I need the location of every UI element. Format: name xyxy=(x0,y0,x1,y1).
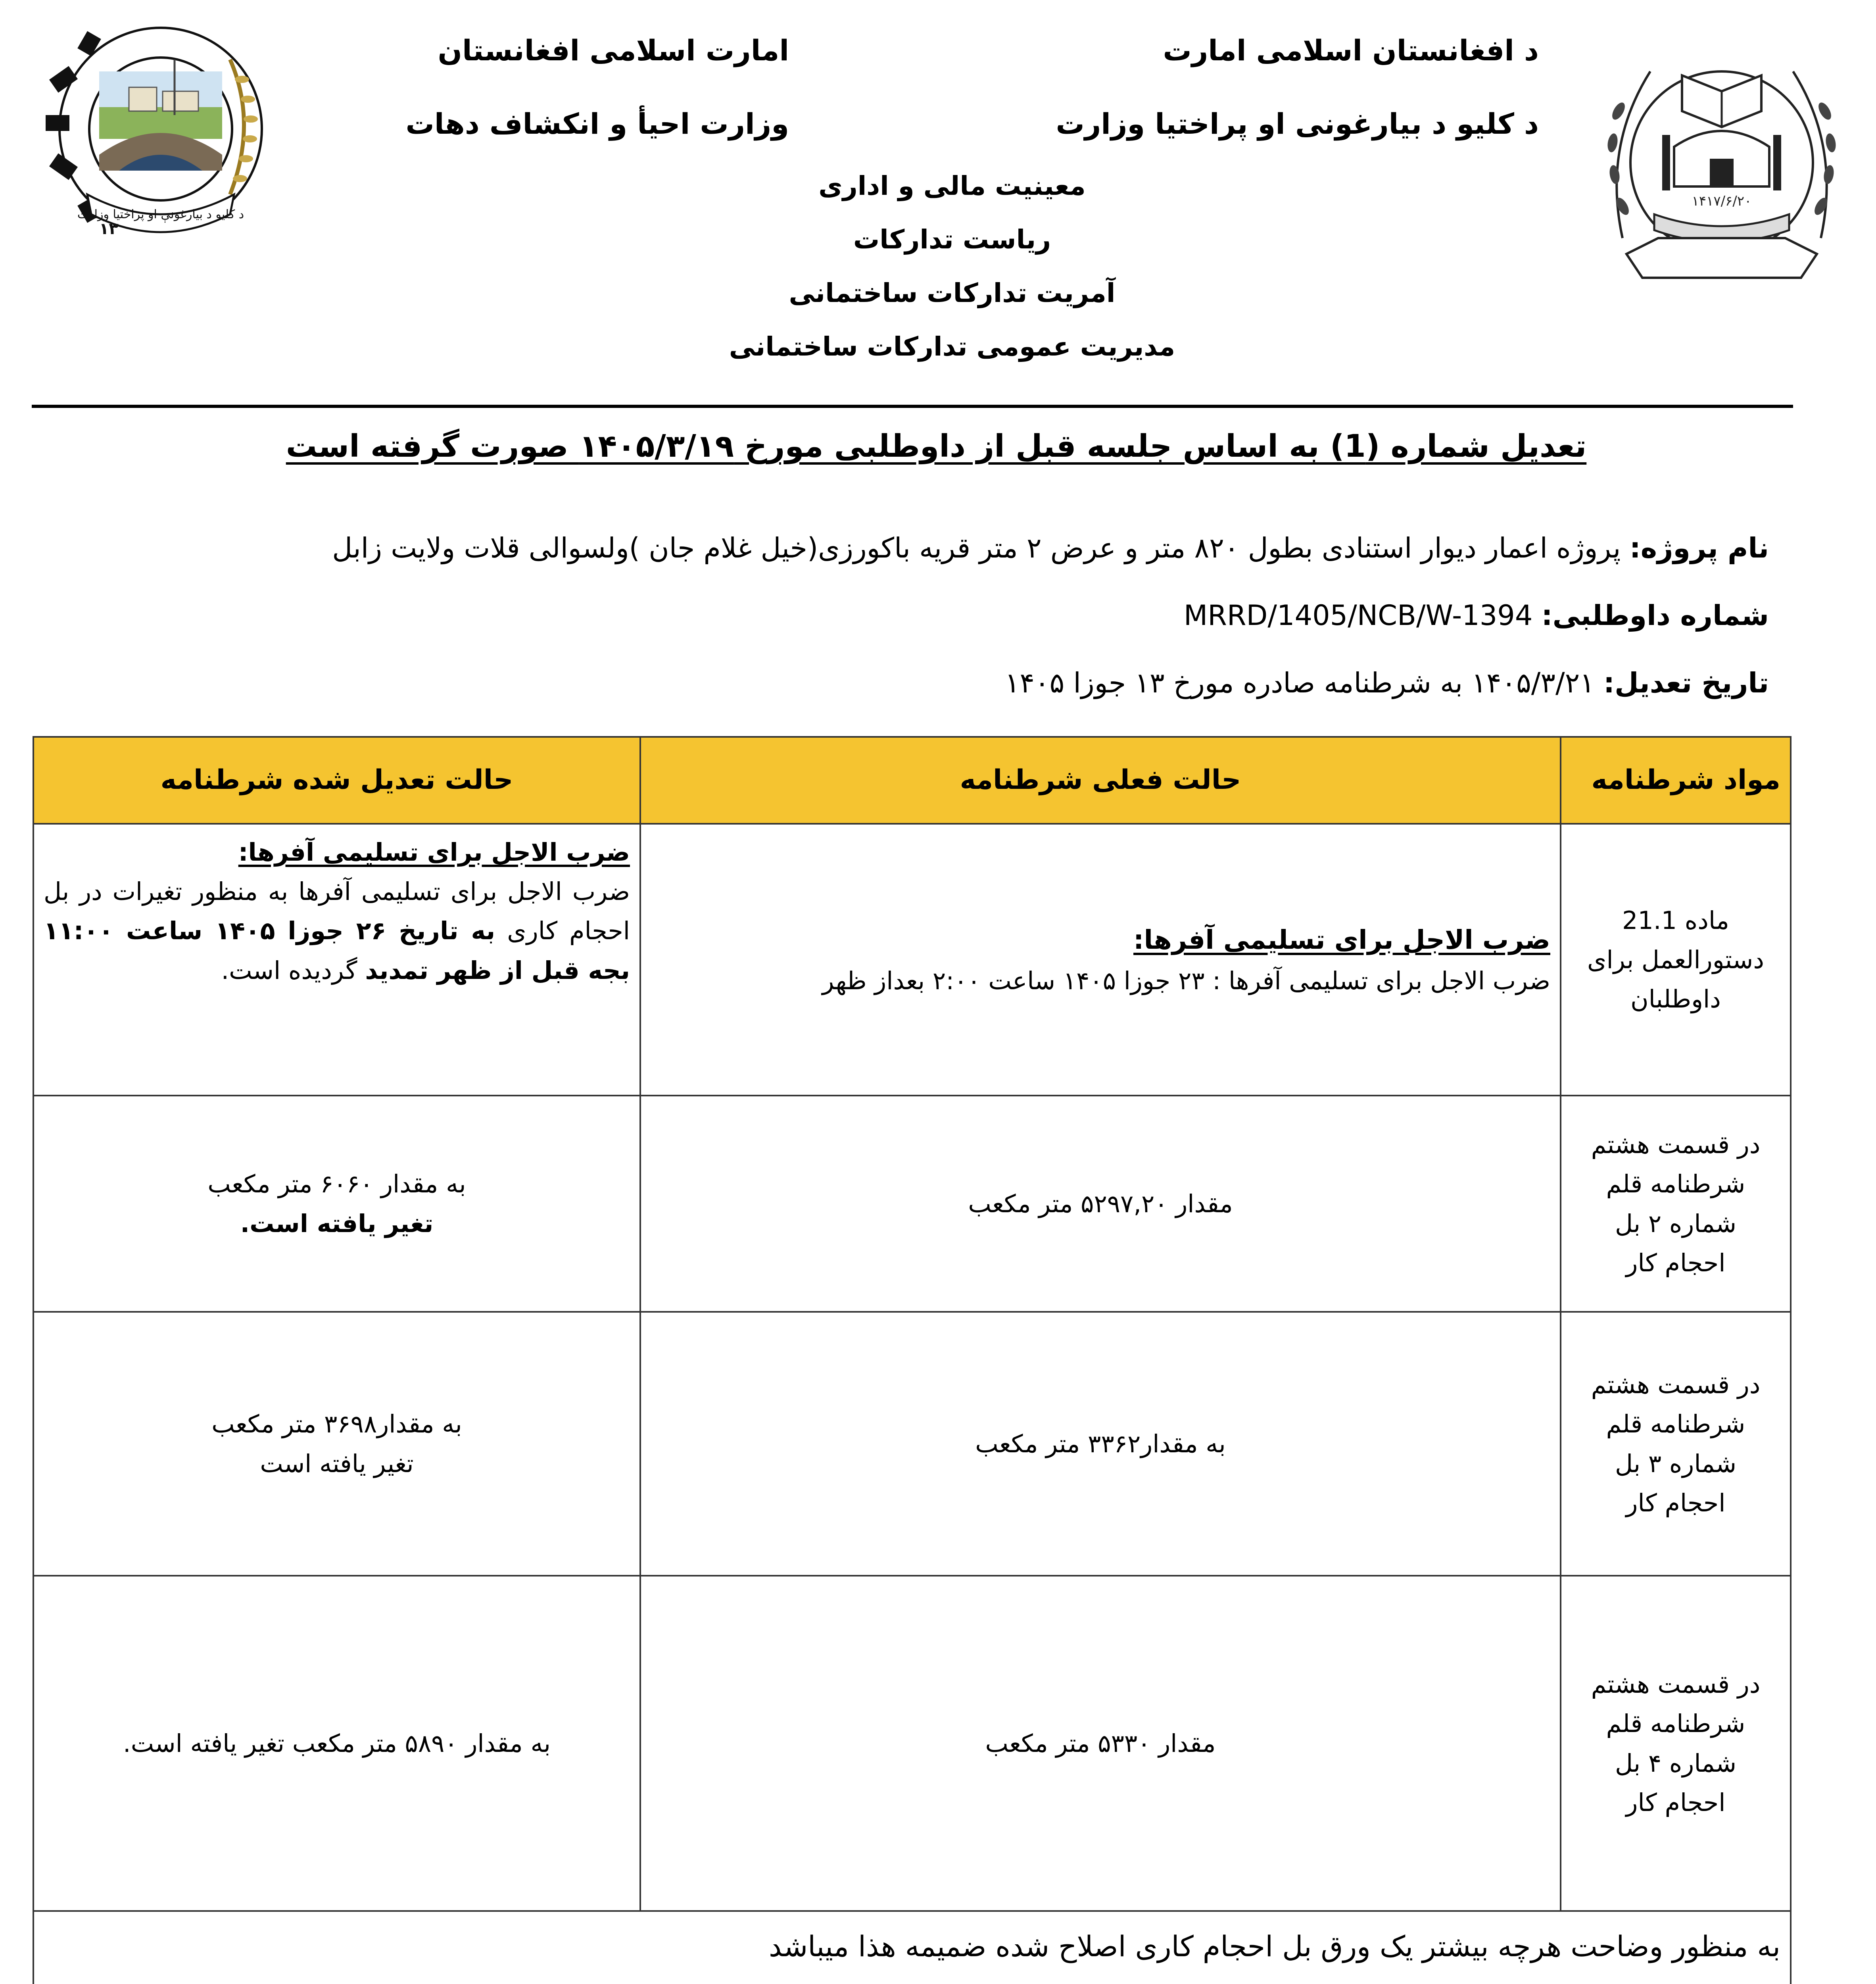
row1-current: ضرب الاجل برای تسلیمی آفرها: ضرب الاجل برای تسلیمی آفرها : ۲۳ جوزا ۱۴۰۵ ساعت ۲:۰۰ بعداز ظهر xyxy=(640,824,1561,1096)
header-department-1: معینیت مالی و اداری xyxy=(818,171,1086,201)
row4-modified: به مقدار ۵۸۹۰ متر مکعب تغیر یافته است. xyxy=(33,1576,640,1911)
row3-article: در قسمت هشتم شرطنامه قلم شماره ۳ بل احجام کار xyxy=(1561,1312,1791,1576)
project-name-line xyxy=(332,532,1769,564)
row2-current: مقدار ۵۲۹۷,۲۰ متر مکعب xyxy=(640,1096,1561,1312)
logo-text: د کلیو د بیارغونې او پراختیا وزارت xyxy=(77,208,244,221)
emblem-date: ۱۴۱۷/۶/۲۰ xyxy=(1692,193,1752,209)
letterhead xyxy=(0,0,1876,417)
header-modified: حالت تعدیل شده شرطنامه xyxy=(33,737,640,824)
header-department-2: ریاست تدارکات xyxy=(853,224,1051,255)
header-dari-line1: امارت اسلامی افغانستان xyxy=(438,34,789,67)
clarification-row xyxy=(33,1911,1791,1984)
header-dari-line2: وزارت احیأ و انکشاف دهات xyxy=(405,107,789,140)
row1-article: ماده 21.1 دستورالعمل برای داوطلبان xyxy=(1561,824,1791,1096)
header-current: حالت فعلی شرطنامه xyxy=(640,737,1561,824)
bid-number-value: MRRD/1405/NCB/W-1394 xyxy=(1183,599,1533,632)
logo-number: ۱۳ xyxy=(99,220,119,238)
table-row xyxy=(33,824,1791,1096)
table-row xyxy=(33,1096,1791,1312)
row1-modified-text: ضرب الاجل برای تسلیمی آفرها به منظور تغیرات در بل احجام کاری به تاریخ ۲۶ جوزا ۱۴۰۵ ساعت ۱۱:۰۰ بجه قبل از ظهر تمدید گردیده است. xyxy=(44,877,630,985)
table-header-row xyxy=(33,737,1791,824)
document-title: تعدیل شماره (1) به اساس جلسه قبل از داوطلبی مورخ ۱۴۰۵/۳/۱۹ صورت گرفته است xyxy=(286,429,1587,464)
amendment-table xyxy=(33,736,1792,1984)
amend-date-line xyxy=(1005,667,1769,699)
row4-current: مقدار ۵۳۳۰ متر مکعب xyxy=(640,1576,1561,1911)
row3-modified: به مقدار۳۶۹۸ متر مکعب تغیر یافته است xyxy=(33,1312,640,1576)
row4-article: در قسمت هشتم شرطنامه قلم شماره ۴ بل احجام کار xyxy=(1561,1576,1791,1911)
header-divider xyxy=(32,405,1793,408)
national-emblem xyxy=(1595,16,1849,290)
table-row xyxy=(33,1312,1791,1576)
header-department-3: آمریت تدارکات ساختمانی xyxy=(789,278,1116,308)
row3-current: به مقدار۳۳۶۲ متر مکعب xyxy=(640,1312,1561,1576)
row2-modified: به مقدار ۶۰۶۰ متر مکعب تغیر یافته است. xyxy=(33,1096,640,1312)
table-row xyxy=(33,1576,1791,1911)
ministry-logo xyxy=(44,12,278,246)
project-name-value: پروژه اعمار دیوار استنادی بطول ۸۲۰ متر و عرض ۲ متر قریه باکورزی(خیل غلام جان )ولسوالی قلات ولایت زابل xyxy=(332,532,1621,564)
project-name-label: نام پروژه: xyxy=(1629,532,1769,564)
header-pashto-line2: د کلیو د بیارغونی او پراختیا وزارت xyxy=(1056,107,1539,140)
header-articles: مواد شرطنامه xyxy=(1561,737,1791,824)
amend-date-value: ۱۴۰۵/۳/۲۱ به شرطنامه صادره مورخ ۱۳ جوزا ۱۴۰۵ xyxy=(1004,667,1595,699)
row2-article: در قسمت هشتم شرطنامه قلم شماره ۲ بل احجام کار xyxy=(1561,1096,1791,1312)
header-department-4: مدیریت عمومی تدارکات ساختمانی xyxy=(729,331,1175,362)
amend-date-label: تاریخ تعدیل: xyxy=(1603,667,1769,699)
bid-number-label: شماره داوطلبی: xyxy=(1541,599,1769,632)
row1-modified: ضرب الاجل برای تسلیمی آفرها: ضرب الاجل برای تسلیمی آفرها به منظور تغیرات در بل احجام کاری به تاریخ ۲۶ جوزا ۱۴۰۵ ساعت ۱۱:۰۰ بجه قبل از ظهر تمدید گردیده است. xyxy=(33,824,640,1096)
header-pashto-line1: د افغانستان اسلامی امارت xyxy=(1163,34,1539,67)
clarification-text: به منظور وضاحت هرچه بیشتر یک ورق بل احجام کاری اصلاح شده ضمیمه هذا میباشد xyxy=(33,1911,1791,1984)
bid-number-line xyxy=(1184,599,1769,632)
